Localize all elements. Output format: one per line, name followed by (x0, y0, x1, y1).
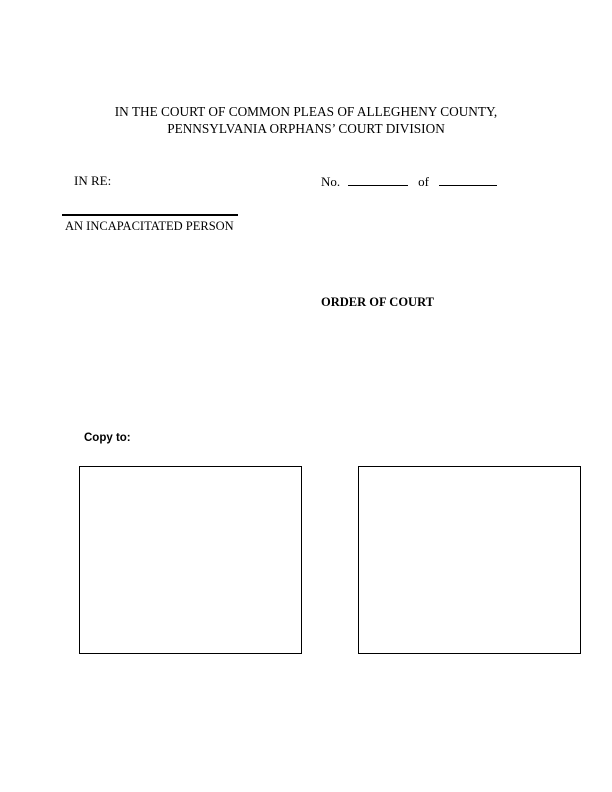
in-re-label: IN RE: (74, 173, 112, 188)
case-number-blank[interactable] (348, 172, 408, 186)
case-number-label: No. (321, 174, 341, 189)
case-year-blank[interactable] (439, 172, 497, 186)
case-year-label: of (418, 174, 429, 189)
court-header (0, 103, 612, 137)
order-title: ORDER OF COURT (321, 295, 434, 309)
court-header-line-1: IN THE COURT OF COMMON PLEAS OF ALLEGHENY COUNTY, (114, 104, 498, 119)
copy-to-label: Copy to: (84, 432, 131, 444)
copy-to-box-left[interactable] (79, 466, 302, 654)
court-header-line-2: PENNSYLVANIA ORPHANS’ COURT DIVISION (167, 121, 445, 136)
incapacitated-person-label: AN INCAPACITATED PERSON (65, 219, 234, 233)
case-number-line (321, 172, 497, 190)
caption-name-line (62, 214, 238, 216)
copy-to-box-right[interactable] (358, 466, 581, 654)
